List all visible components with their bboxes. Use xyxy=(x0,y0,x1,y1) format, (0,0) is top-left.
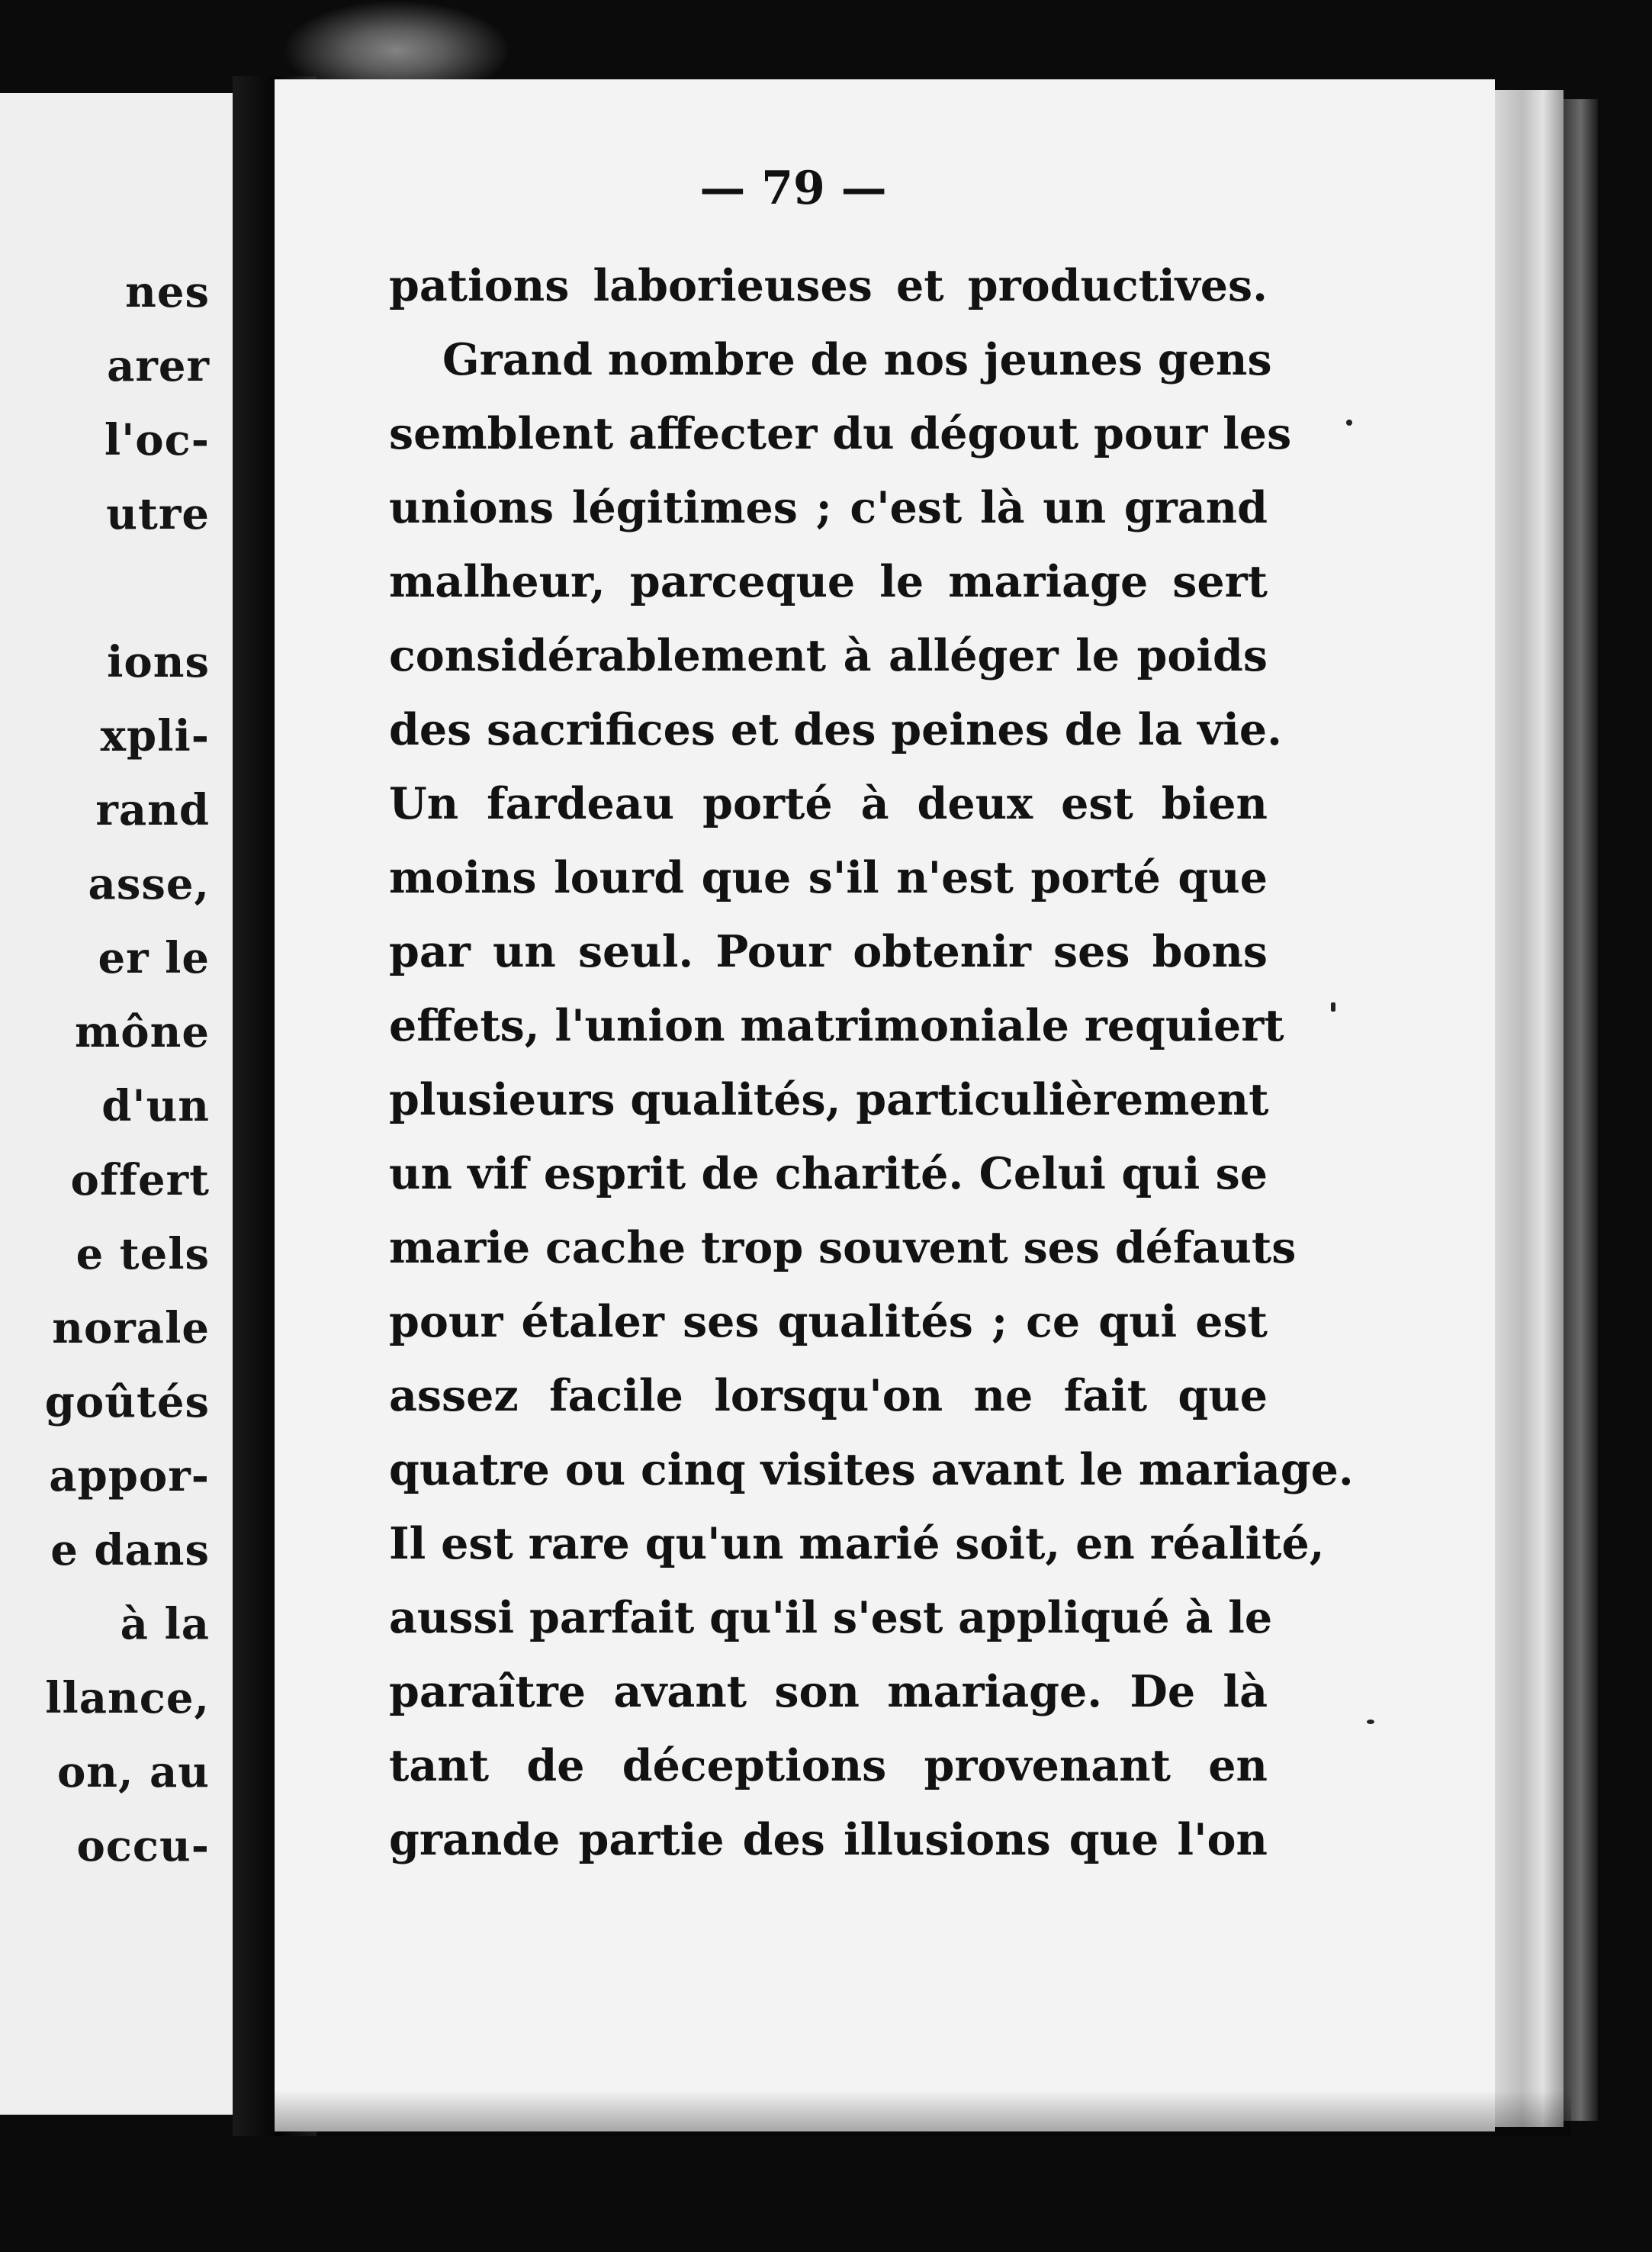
left-page-line: nes xyxy=(125,267,210,317)
text-line: assez facile lorsqu'on ne fait que xyxy=(389,1370,1268,1421)
left-facing-page xyxy=(0,93,233,2115)
text-line: marie cache trop souvent ses défauts xyxy=(389,1222,1297,1273)
text-line: Un fardeau porté à deux est bien xyxy=(389,778,1268,829)
text-line: plusieurs qualités, particulièrement xyxy=(389,1074,1269,1125)
left-page-line: appor- xyxy=(49,1451,210,1501)
left-page-line: goûtés xyxy=(44,1377,210,1427)
left-page-line: occu- xyxy=(76,1821,210,1871)
left-page-line: l'oc- xyxy=(104,415,210,465)
left-page-line: offert xyxy=(70,1155,210,1205)
left-page-line: rand xyxy=(95,785,210,835)
body-text xyxy=(389,249,1354,1877)
text-line: quatre ou cinq visites avant le mariage. xyxy=(389,1444,1354,1495)
page-edge xyxy=(1495,90,1564,2127)
text-line: des sacrifices et des peines de la vie. xyxy=(389,704,1283,755)
scan-smudge xyxy=(282,0,511,84)
text-line: moins lourd que s'il n'est porté que xyxy=(389,852,1268,903)
right-page xyxy=(275,79,1495,2131)
left-page-line: asse, xyxy=(88,859,210,909)
text-line: tant de déceptions provenant en xyxy=(389,1740,1268,1791)
text-line: Il est rare qu'un marié soit, en réalité, xyxy=(389,1518,1325,1569)
text-line: unions légitimes ; c'est là un grand xyxy=(389,482,1268,533)
text-line: pour étaler ses qualités ; ce qui est xyxy=(389,1296,1268,1347)
text-line: aussi parfait qu'il s'est appliqué à le xyxy=(389,1592,1273,1643)
page-number: — 79 — xyxy=(699,162,887,215)
left-page-line: arer xyxy=(107,341,210,391)
left-page-line: er le xyxy=(98,933,210,983)
text-line: malheur, parceque le mariage sert xyxy=(389,556,1268,607)
text-line: considérablement à alléger le poids xyxy=(389,630,1268,681)
page-edge-shadow xyxy=(1564,99,1598,2121)
left-page-line: ions xyxy=(107,637,210,687)
text-line: grande partie des illusions que l'on xyxy=(389,1814,1268,1865)
left-page-line: llance, xyxy=(45,1673,210,1723)
bottom-shadow xyxy=(275,2090,1571,2136)
left-page-line: utre xyxy=(106,489,210,539)
dust-speck xyxy=(1367,1720,1374,1724)
dust-speck xyxy=(1346,420,1352,426)
text-line: un vif esprit de charité. Celui qui se xyxy=(389,1148,1268,1199)
left-page-line: mône xyxy=(75,1007,210,1057)
text-line: effets, l'union matrimoniale requiert xyxy=(389,1000,1284,1051)
left-page-line: à la xyxy=(120,1599,210,1649)
left-page-line: on, au xyxy=(56,1747,210,1797)
left-page-line: e tels xyxy=(76,1229,210,1279)
text-line: semblent affecter du dégout pour les xyxy=(389,408,1292,459)
text-line: Grand nombre de nos jeunes gens xyxy=(442,334,1272,385)
left-page-line: e dans xyxy=(50,1525,210,1575)
left-page-line: xpli- xyxy=(100,711,210,761)
left-page-line: norale xyxy=(52,1303,210,1353)
dust-speck xyxy=(1331,1002,1335,1012)
text-line: pations laborieuses et productives. xyxy=(389,260,1268,311)
left-page-line: d'un xyxy=(101,1081,210,1131)
text-line: par un seul. Pour obtenir ses bons xyxy=(389,926,1268,977)
text-line: paraître avant son mariage. De là xyxy=(389,1666,1268,1717)
